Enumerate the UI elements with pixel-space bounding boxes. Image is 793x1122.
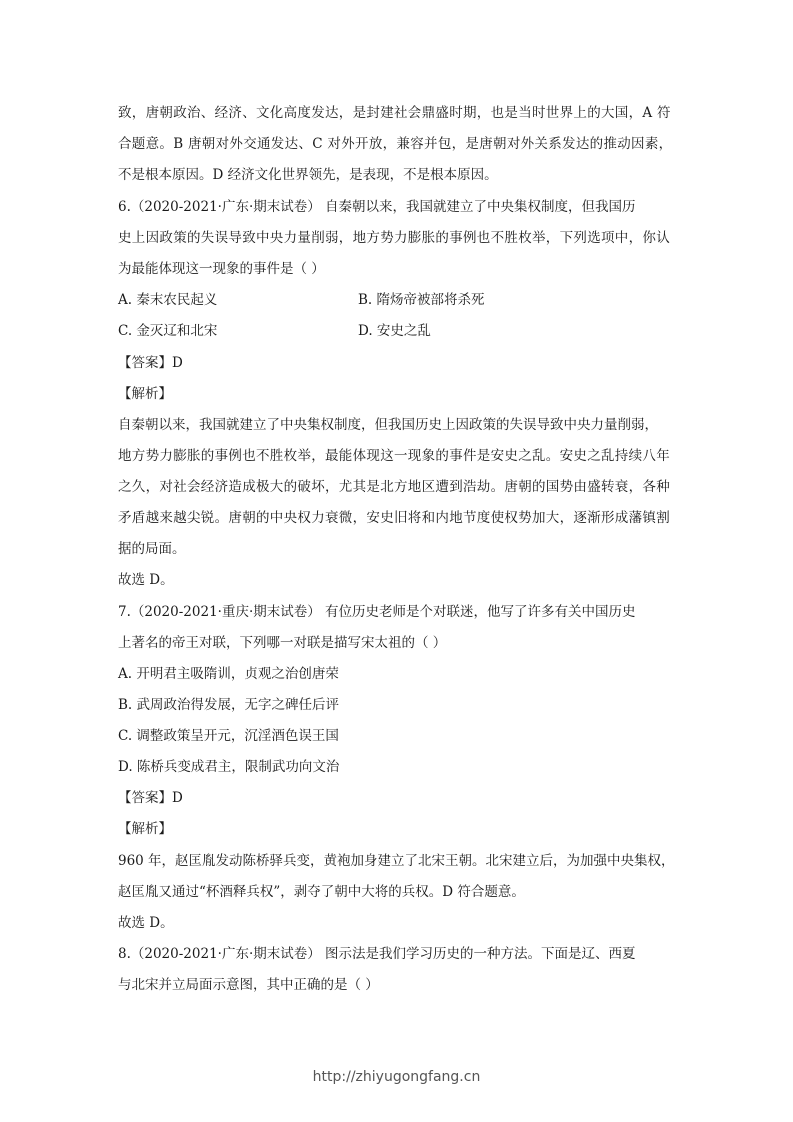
question-6-stem: 史上因政策的失误导致中央力量削弱，地方势力膨胀的事例也不胜枚举，下列选项中，你认 (118, 230, 670, 246)
conclusion: 故选 D。 (118, 915, 174, 931)
analysis-title: 【解析】 (118, 386, 172, 402)
option-a: A. 开明君主吸隋训，贞观之治创唐荣 (118, 666, 339, 682)
analysis-line: 960 年，赵匡胤发动陈桥驿兵变，黄袍加身建立了北宋王朝。北宋建立后，为加强中央集权， (118, 853, 675, 869)
option-row (118, 291, 217, 309)
option-d: D. 安史之乱 (358, 323, 431, 339)
conclusion: 故选 D。 (118, 572, 174, 588)
analysis-line: 据的局面。 (118, 541, 186, 557)
text-line: 合题意。B 唐朝对外交通发达、C 对外开放，兼容并包，是唐朝对外关系发达的推动因素， (118, 136, 673, 152)
answer-label: 【答案】D (118, 355, 183, 371)
option-b: B. 武周政治得发展，无字之碑任后评 (118, 697, 340, 713)
option-a: A. 秦末农民起义 (118, 292, 218, 308)
question-7-stem: 上著名的帝王对联，下列哪一对联是描写宋太祖的（ ） (118, 635, 447, 651)
question-7-stem: 7.（2020-2021·重庆·期末试卷） 有位历史老师是个对联迷，他写了许多有关中国历史 (118, 604, 636, 620)
option-c: C. 金灭辽和北宋 (118, 323, 218, 339)
analysis-line: 之久，对社会经济造成极大的破坏，尤其是北方地区遭到浩劫。唐朝的国势由盛转衰，各种 (118, 479, 670, 495)
answer-label: 【答案】D (118, 790, 183, 806)
analysis-line: 地方势力膨胀的事例也不胜枚举，最能体现这一现象的事件是安史之乱。安史之乱持续八年 (118, 448, 670, 464)
text-line: 不是根本原因。D 经济文化世界领先，是表现，不是根本原因。 (118, 167, 498, 183)
option-b: B. 隋炀帝被部将杀死 (358, 292, 485, 308)
question-6-stem: 为最能体现这一现象的事件是（ ） (118, 261, 325, 277)
option-c: C. 调整政策呈开元，沉淫酒色误王国 (118, 728, 339, 744)
analysis-line: 矛盾越来越尖锐。唐朝的中央权力衰微，安史旧将和内地节度使权势加大，逐渐形成藩镇割 (118, 510, 670, 526)
question-8-stem: 与北宋并立局面示意图，其中正确的是（ ） (118, 977, 379, 993)
analysis-title: 【解析】 (118, 821, 172, 837)
question-8-stem: 8.（2020-2021·广东·期末试卷） 图示法是我们学习历史的一种方法。下面是辽、西夏 (118, 946, 636, 962)
question-6-stem: 6.（2020-2021·广东·期末试卷） 自秦朝以来，我国就建立了中央集权制度，但我国历 (118, 199, 636, 215)
option-d: D. 陈桥兵变成君主，限制武功向文治 (118, 759, 340, 775)
footer-url: http://zhiyugongfang.cn (312, 1069, 481, 1085)
analysis-line: 自秦朝以来，我国就建立了中央集权制度，但我国历史上因政策的失误导致中央力量削弱， (118, 417, 658, 433)
analysis-line: 赵匡胤又通过“杯酒释兵权”，剥夺了朝中大将的兵权。D 符合题意。 (118, 884, 525, 900)
text-line: 致，唐朝政治、经济、文化高度发达，是封建社会鼎盛时期，也是当时世界上的大国，A 符 (118, 105, 671, 121)
